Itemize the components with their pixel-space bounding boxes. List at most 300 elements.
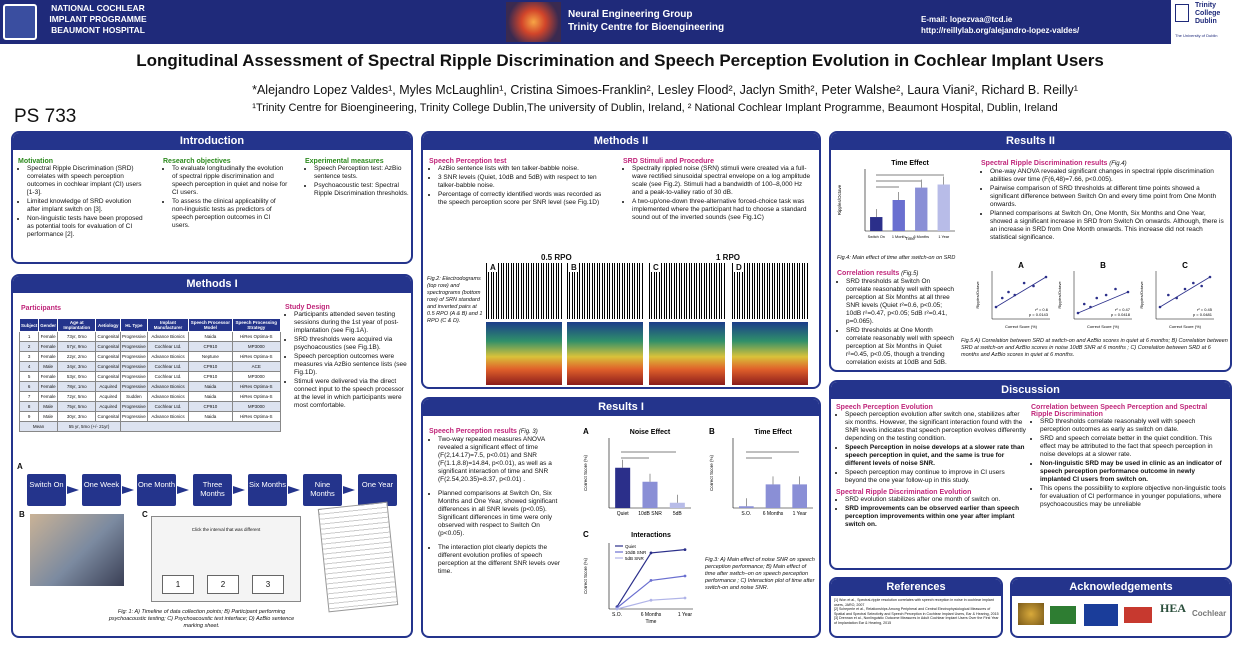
table-cell: Cochlear Ltd. bbox=[147, 372, 189, 382]
study-design-heading: Study Design bbox=[285, 304, 330, 311]
timeline-step: Nine Months bbox=[303, 474, 342, 506]
correlation-scatter bbox=[1056, 259, 1138, 335]
srd-results-fig-ref: (Fig.4) bbox=[1109, 161, 1127, 167]
timeline-step: One Week bbox=[82, 474, 121, 506]
regression-line bbox=[996, 277, 1046, 307]
measure-item: • Psychoacoustic test: Spectral Ripple Discrimination thresholds. bbox=[314, 182, 410, 198]
table-cell: 4 bbox=[20, 362, 39, 372]
study-design-section bbox=[285, 304, 407, 411]
table-row bbox=[20, 342, 281, 352]
hea-logo: HEA bbox=[1160, 601, 1187, 615]
data-point bbox=[650, 552, 653, 555]
results-1-panel bbox=[421, 397, 821, 638]
srd-results-item: • Planned comparisons at Switch On, One Month, Six Months and One Year, showed a significant increase in SRD from Switch On onwards. Although, there is an increase in SRD from One Month onwards. This increase did not reach statistical significance. bbox=[990, 210, 1226, 242]
irish-research-logo-icon bbox=[1050, 606, 1076, 624]
table-cell: Congenital bbox=[96, 372, 121, 382]
interaction-chart bbox=[581, 527, 701, 637]
poster-id: PS 733 bbox=[14, 106, 77, 127]
objective-item: • To evaluate longitudinally the evolution of spectral ripple discrimination and speech perception in quiet and noise for CI users. bbox=[172, 165, 288, 197]
discussion-speech-item: • Speech Perception in noise develops at a slower rate than speech perception in quiet, and the same is true for different levels of noise SNR. bbox=[845, 444, 1026, 468]
srd-results-item: • Pairwise comparison of SRD thresholds at different time points showed a significant difference between Switch On and every time point from One Month onwards. bbox=[990, 185, 1226, 209]
tcd-crest-icon bbox=[1175, 4, 1189, 22]
methods-2-title: Methods II bbox=[423, 133, 819, 150]
interface-instruction: Click the interval that was different bbox=[191, 527, 261, 532]
data-point bbox=[1159, 306, 1162, 309]
table-cell: Progressive bbox=[121, 352, 148, 362]
speech-test-item: • AzBio sentence lists with ten talker-babble noise. bbox=[438, 165, 612, 173]
table-header: Speech Processing Strategy bbox=[232, 319, 280, 332]
spectrogram bbox=[732, 322, 808, 385]
reference-item: [3] Drennan et al., Nonlinguistic Outcome Measures in Adult Cochlear Implant Users Over the First Year of Implantation Ear & Hearing, 2015 bbox=[834, 616, 999, 625]
speech-test-item: • Percentage of correctly identified words was recorded as the speech perception score per SNR level (see Fig.1D) bbox=[438, 191, 612, 207]
table-cell: Female bbox=[39, 332, 58, 342]
timeline-arrow-icon bbox=[177, 486, 189, 494]
participants-heading: Participants bbox=[21, 305, 62, 312]
data-point bbox=[1013, 294, 1016, 297]
data-point bbox=[1032, 285, 1035, 288]
methods-1-title: Methods I bbox=[13, 276, 411, 293]
timeline-step: One Year bbox=[358, 474, 397, 506]
x-tick-label: 1 Year bbox=[792, 511, 807, 517]
table-cell: Male bbox=[39, 402, 58, 412]
fig1-caption: Fig: 1: A) Timeline of data collection points; B) Participant performing psychoacoustic testing; C) Psychoacoustic test interface; D) AzBio sentence marking sheet. bbox=[108, 609, 295, 629]
motivation-heading: Motivation bbox=[18, 158, 53, 165]
table-cell: HiRes Optima-S bbox=[232, 412, 280, 422]
data-point bbox=[1095, 297, 1098, 300]
table-cell: 72yr, 5mo bbox=[58, 392, 96, 402]
table-cell: Naida bbox=[189, 332, 232, 342]
correlation-stat: p = 0.0418 bbox=[1110, 312, 1130, 317]
discussion-srd-item: • SRD improvements can be observed earlier than speech perception improvements within one year after implant switch on. bbox=[845, 505, 1026, 529]
y-axis-label: Ripples/Octave bbox=[1057, 281, 1062, 309]
y-axis-label: Ripples/Octave bbox=[975, 281, 980, 309]
interval-2-button[interactable]: 2 bbox=[207, 575, 239, 594]
data-point bbox=[1023, 282, 1026, 285]
x-tick-label: Quiet bbox=[616, 511, 629, 517]
bar bbox=[766, 484, 781, 508]
introduction-panel bbox=[11, 131, 413, 264]
table-cell: 57yr, 9mo bbox=[58, 342, 96, 352]
rpo-1-label: 1 RPO bbox=[716, 253, 741, 262]
table-cell: Naida bbox=[189, 392, 232, 402]
correlation-heading: Correlation results bbox=[837, 270, 900, 277]
discussion-correlation-heading: Correlation between Speech Perception and Spectral Ripple Discrimination bbox=[1031, 404, 1208, 418]
srd-stimuli-item: • Spectrally rippled noise (SRN) stimuli were created via a full-wave rectified sinusoidal spectral envelope on a log amplitude scale (see Fig.2). Stimuli had a bandwidth of 100–8,000 Hz and a peak-to-valley ratio of 30 dB. bbox=[632, 165, 813, 197]
table-cell: Female bbox=[39, 382, 58, 392]
table-cell: Acquired bbox=[96, 402, 121, 412]
data-point bbox=[1083, 303, 1086, 306]
table-header: Age at Implantation bbox=[58, 319, 96, 332]
table-header: Speech Processor Model bbox=[190, 320, 231, 330]
data-point bbox=[1089, 306, 1092, 309]
data-point bbox=[1175, 297, 1178, 300]
azbio-marking-sheet bbox=[318, 502, 398, 613]
table-cell: ACE bbox=[232, 362, 280, 372]
reference-item: [1] Won et al., Spectral-ripple resolution correlates with speech reception in noise in cochlear implant users, JARO, 2007 bbox=[834, 598, 994, 607]
panel-letter: B bbox=[571, 263, 577, 272]
methods-2-panel bbox=[421, 131, 821, 389]
table-row bbox=[20, 412, 281, 422]
table-cell: Progressive bbox=[121, 412, 148, 422]
scatter-letter: A bbox=[1018, 261, 1024, 270]
data-point bbox=[650, 579, 653, 582]
data-point bbox=[1007, 291, 1010, 294]
table-cell: 8 bbox=[20, 402, 39, 412]
spectrogram bbox=[649, 322, 725, 385]
discussion-srd-heading: Spectral Ripple Discrimination Evolution bbox=[836, 489, 972, 496]
table-header: Gender bbox=[39, 319, 58, 332]
tcd-line-3: Dublin bbox=[1195, 18, 1217, 25]
acknowledgements-panel bbox=[1010, 577, 1232, 638]
table-cell: Advance Bionics bbox=[147, 352, 189, 362]
design-item: • Speech perception outcomes were measures via AzBio sentence lists (see Fig.1D). bbox=[294, 353, 407, 377]
panel-letter: C bbox=[653, 263, 659, 272]
x-axis-label: Correct Score (%) bbox=[1086, 324, 1120, 329]
y-axis-label: Correct Score (%) bbox=[583, 454, 588, 492]
table-cell: Progressive bbox=[121, 372, 148, 382]
measures-section bbox=[305, 158, 410, 199]
timeline-arrow-icon bbox=[343, 486, 355, 494]
chart-letter: C bbox=[583, 530, 589, 539]
table-cell: Congenital bbox=[96, 332, 121, 342]
data-point bbox=[1209, 276, 1212, 279]
authors: *Alejandro Lopez Valdes¹, Myles McLaughlin¹, Cristina Simoes-Franklin², Lesley Flood², Jaclyn Smith², Peter Walshe², Laura Viani², Richard B. Reilly¹ bbox=[252, 83, 1078, 97]
table-cell: 22yr, 2mo bbox=[58, 352, 96, 362]
table-header: Subject bbox=[20, 319, 39, 332]
scatter-letter: B bbox=[1100, 261, 1106, 270]
table-cell: MP3000 bbox=[232, 402, 280, 412]
table-cell: Female bbox=[39, 392, 58, 402]
table-cell: Neptune bbox=[189, 352, 232, 362]
discussion-correlation-section bbox=[1031, 404, 1226, 510]
y-axis-label: Correct Score (%) bbox=[583, 557, 588, 595]
table-row bbox=[20, 382, 281, 392]
design-item: • SRD thresholds were acquired via psychoacoustics (see Fig.1B). bbox=[294, 336, 407, 352]
speech-results-item: • Two-way repeated measures ANOVA revealed a significant effect of time (F(2,14.17)=7.5, p<0.01) and SNR (F(1.1,8.8)=14.84, p<0.01), as well as a significant interaction of time and SNR (F(2.54,20.35)=8.37, p<0.01) . bbox=[438, 436, 563, 484]
srd-stimuli-heading: SRD Stimuli and Procedure bbox=[623, 158, 715, 165]
fig1-label-a: A bbox=[17, 462, 23, 471]
data-point bbox=[1167, 294, 1170, 297]
y-axis-label: Correct Score (%) bbox=[709, 454, 714, 492]
table-cell: 78yr, 1mo bbox=[58, 382, 96, 392]
speech-results-heading: Speech Perception results bbox=[429, 428, 517, 435]
srd-results-item: • One-way ANOVA revealed significant changes in spectral ripple discrimination abilities over time (F(6,48)=7.66, p<0.005). bbox=[990, 168, 1226, 184]
x-tick-label: Switch On bbox=[867, 235, 885, 239]
table-cell: Congenital bbox=[96, 362, 121, 372]
legend-entry: 10dB SNR bbox=[625, 550, 647, 555]
discussion-speech-item: • Speech perception may continue to improve in CI users beyond the one year follow-up in this study. bbox=[845, 469, 1026, 485]
correlation-scatter bbox=[1138, 259, 1220, 335]
data-point bbox=[1105, 294, 1108, 297]
objective-item: • To assess the clinical applicability of non-linguistic tests as predictors of speech perception outcomes in CI users. bbox=[172, 198, 288, 230]
chart-title: Time Effect bbox=[891, 160, 929, 167]
introduction-title: Introduction bbox=[13, 133, 411, 150]
left-organization: NATIONAL COCHLEAR IMPLANT PROGRAMME BEAUMONT HOSPITAL bbox=[49, 3, 147, 35]
srd-stimuli-item: • A two-up/one-down three-alternative forced-choice task was implemented where the participant had to choose a standard sound out of the inverted sounds (see Fig.1C) bbox=[632, 198, 813, 222]
correlation-stat: p = 0.0481 bbox=[1192, 312, 1212, 317]
fig3-caption: Fig.3: A) Main effect of noise SNR on speech perception performance; B) Main effect of time after switch–on on speech perception performance ; C) Interaction plot of time after switch-on and noise SNR. bbox=[705, 557, 815, 591]
cochlear-logo: Cochlear bbox=[1192, 609, 1227, 618]
speech-results-item: • Planned comparisons at Switch On, Six Months and One Year, showed significant differences in all SNR levels (p<0.05). Significant differences in time were only observed with respect to Switch On (p<0.05). bbox=[438, 490, 563, 538]
mean-value: 55 yr, 5mo (+/- 21yr) bbox=[58, 422, 121, 432]
measure-item: • Speech Perception test: AzBio sentence tests. bbox=[314, 165, 410, 181]
table-cell: Female bbox=[39, 352, 58, 362]
acknowledgements-title: Acknowledgements bbox=[1012, 579, 1230, 596]
spectrogram bbox=[486, 322, 562, 385]
srd-time-effect-chart bbox=[835, 155, 975, 255]
discussion-correlation-item: • Non-linguistic SRD may be used in clinic as an indicator of speech perception performance outcome in newly implanted CI users from switch on. bbox=[1040, 460, 1226, 484]
table-cell: 73yr, 0mo bbox=[58, 332, 96, 342]
bar bbox=[792, 484, 807, 508]
correlation-stat: r² = 0.6 bbox=[1035, 307, 1048, 312]
table-cell: Advance Bionics bbox=[147, 412, 189, 422]
table-cell: 5 bbox=[20, 372, 39, 382]
table-cell: Acquired bbox=[96, 382, 121, 392]
table-row bbox=[20, 392, 281, 402]
chart-title: Noise Effect bbox=[629, 429, 671, 436]
table-cell: Congenital bbox=[96, 412, 121, 422]
bar bbox=[615, 468, 630, 508]
bar bbox=[642, 482, 657, 508]
discussion-correlation-item: • This opens the possibility to explore objective non-linguistic tools for evaluation of CI performance in younger populations, where psychoacoustics may be unreliable bbox=[1040, 485, 1226, 509]
references-title: References bbox=[831, 579, 1001, 596]
panel-letter: A bbox=[490, 263, 496, 272]
fig1-label-c: C bbox=[142, 510, 148, 519]
correlation-stat: p = 0.0143 bbox=[1028, 312, 1048, 317]
discussion-correlation-item: • SRD and speech correlate better in the quiet condition. This effect may be attributed to the fact that speech perception in noise develops at a slower rate. bbox=[1040, 435, 1226, 459]
table-cell: Naida bbox=[189, 382, 232, 392]
motivation-item: • Spectral Ripple Discrimination (SRD) correlates with speech perception outcomes in cochlear implant (CI) users [1-3]. bbox=[27, 165, 143, 197]
table-cell: 7 bbox=[20, 392, 39, 402]
x-tick-label: 6 Months bbox=[762, 511, 784, 517]
tcd-logo bbox=[1171, 0, 1240, 44]
table-cell: Advance Bionics bbox=[147, 332, 189, 342]
discussion-speech-section bbox=[836, 404, 1026, 530]
timeline-step: One Month bbox=[137, 474, 176, 506]
objectives-heading: Research objectives bbox=[163, 158, 231, 165]
table-cell: MP3000 bbox=[232, 372, 280, 382]
motivation-item: • Limited knowledge of SRD evolution after implant switch on [3]. bbox=[27, 198, 143, 214]
psychoacoustic-interface bbox=[151, 516, 301, 602]
table-cell: Male bbox=[39, 412, 58, 422]
correlation-item: • SRD thresholds at One Month correlate reasonably well with speech perception at Six Months in Quiet r²=0.45, p<0.05, though a trending correlation exists at 10dB and 5dB. bbox=[846, 327, 957, 367]
table-row bbox=[20, 362, 281, 372]
discussion-speech-item: • Speech perception evolution after switch one, stabilizes after six months. However, the significant interaction found with the SNR levels indicates that speech perception evolves differently depending on the testing condition. bbox=[845, 411, 1026, 443]
table-cell: 3 bbox=[20, 352, 39, 362]
header-banner bbox=[0, 0, 1240, 44]
x-axis-label: Correct Score (%) bbox=[1168, 324, 1202, 329]
table-cell: Naida bbox=[189, 412, 232, 422]
discussion-correlation-item: • SRD thresholds correlate reasonably well with speech perception outcomes as early as switch on date. bbox=[1040, 418, 1226, 434]
timeline-arrow-icon bbox=[288, 486, 300, 494]
table-cell: 6 bbox=[20, 382, 39, 392]
data-point bbox=[1077, 312, 1080, 315]
participant-photo bbox=[30, 514, 124, 586]
bar bbox=[870, 217, 882, 231]
contact-info: E-mail: lopezvaa@tcd.ie http://reillylab.org/alejandro-lopez-valdes/ bbox=[921, 15, 1080, 35]
motivation-section bbox=[18, 158, 143, 240]
table-cell: HiRes Optima-S bbox=[232, 332, 280, 342]
eu-flag-icon bbox=[1084, 604, 1118, 626]
correlation-stat: r² = 0.45 bbox=[1196, 307, 1212, 312]
legend-entry: 5dB SNR bbox=[625, 556, 644, 561]
timeline-step: Three Months bbox=[193, 474, 232, 506]
speech-test-heading: Speech Perception test bbox=[429, 158, 507, 165]
data-point bbox=[1114, 288, 1117, 291]
srd-results-section bbox=[981, 160, 1226, 243]
poster-title: Longitudinal Assessment of Spectral Ripple Discrimination and Speech Perception Evolution in Cochlear Implant Users bbox=[136, 51, 1104, 70]
table-cell: 34yr, 3mo bbox=[58, 362, 96, 372]
data-point bbox=[1192, 282, 1195, 285]
design-item: • Participants attended seven testing sessions during the 1st year of post-implantation (see Fig.1A). bbox=[294, 311, 407, 335]
table-cell: 53yr, 0mo bbox=[58, 372, 96, 382]
fig2-caption: Fig.2: Electrodograms (top row) and spectrograms (bottom row) of SRN standard and inverted pairs at 0.5 RPO (A & B) and 1 RPO (C & D). bbox=[427, 276, 483, 324]
x-tick-label: 5dB bbox=[672, 511, 682, 517]
brain-logo-icon bbox=[506, 2, 561, 42]
timeline-step: Switch On bbox=[27, 474, 66, 506]
chart-letter: B bbox=[709, 427, 715, 436]
discussion-speech-heading: Speech Perception Evolution bbox=[836, 404, 933, 411]
table-cell: HiRes Optima-S bbox=[232, 382, 280, 392]
speech-test-section bbox=[429, 158, 612, 208]
reference-item: [2] Scheperle et al., Relationships Among Peripheral and Central Electrophysiological Measures of Spatial and Spectral Selectivity and Speech Perception in Cochlear Implant Users, Ear & Hearing, 2015 bbox=[834, 607, 999, 616]
rpo-05-label: 0.5 RPO bbox=[541, 253, 572, 262]
table-cell: Progressive bbox=[121, 362, 148, 372]
table-cell: Cochlear Ltd. bbox=[147, 402, 189, 412]
correlation-stat: r² = 0.47 bbox=[1114, 307, 1130, 312]
discussion-title: Discussion bbox=[831, 382, 1230, 399]
srd-results-heading: Spectral Ripple Discrimination results bbox=[981, 160, 1108, 167]
table-row bbox=[20, 332, 281, 342]
speech-results-heading-row bbox=[429, 428, 563, 436]
results-2-panel bbox=[829, 131, 1232, 372]
y-axis-label: Ripples/Octave bbox=[837, 184, 842, 216]
center-organization: Neural Engineering Group Trinity Centre for Bioengineering bbox=[568, 9, 725, 33]
interval-1-button[interactable]: 1 bbox=[162, 575, 194, 594]
speech-results-item: • The interaction plot clearly depicts the different evolution profiles of speech perception at the different SNR levels over time. bbox=[438, 544, 563, 576]
x-tick-label: S.O. bbox=[741, 511, 752, 517]
table-cell: 9 bbox=[20, 412, 39, 422]
bar bbox=[670, 503, 685, 508]
data-point bbox=[616, 608, 619, 611]
x-tick-label: 1 Year bbox=[938, 235, 950, 239]
data-point bbox=[995, 306, 998, 309]
data-point bbox=[1127, 291, 1130, 294]
discussion-panel bbox=[829, 380, 1232, 570]
data-point bbox=[684, 597, 687, 600]
table-cell: CP910 bbox=[189, 402, 232, 412]
data-point bbox=[1001, 297, 1004, 300]
table-cell: Acquired bbox=[96, 392, 121, 402]
data-point bbox=[1045, 276, 1048, 279]
tcd-subtitle: The University of Dublin bbox=[1175, 33, 1218, 38]
fig5-caption: Fig.5 A) Correlation between SRD at switch-on and AzBio scores in quiet at 6 months; B) Correlation between SRD at switch-on and AzBio scores in noise 10dB SNR at 6 months ; C) Correlation between SRD at 6 months and AzBio scores in quiet at 6 months. bbox=[961, 338, 1228, 358]
y-axis-label: Ripples/Octave bbox=[1139, 281, 1144, 309]
discussion-srd-item: • SRD evolution stabilizes after one month of switch on. bbox=[845, 496, 1026, 504]
reference-list bbox=[834, 598, 1000, 626]
legend-entry: Quiet bbox=[625, 544, 636, 549]
bar bbox=[893, 200, 905, 231]
correlation-fig-ref: (Fig.5) bbox=[901, 271, 919, 277]
beaumont-crest-icon bbox=[3, 4, 37, 40]
x-axis-label: Time bbox=[905, 236, 915, 241]
measures-heading: Experimental measures bbox=[305, 158, 384, 165]
motivation-item: • Non-linguistic tests have been proposed as potential tools for evaluation of CI performance [2]. bbox=[27, 215, 143, 239]
tcd-line-2: College bbox=[1195, 10, 1221, 17]
bar bbox=[938, 185, 950, 232]
references-panel bbox=[829, 577, 1003, 638]
speech-results-fig-ref: (Fig. 3) bbox=[518, 429, 538, 435]
table-cell: HiRes Optima-S bbox=[232, 392, 280, 402]
data-point bbox=[1200, 285, 1203, 288]
data-point bbox=[650, 599, 653, 602]
mean-label: Mean bbox=[20, 422, 58, 432]
panel-letter: D bbox=[736, 263, 742, 272]
speech-test-item: • 3 SNR levels (Quiet, 10dB and 5dB) with respect to ten talker-babble noise. bbox=[438, 174, 612, 190]
table-row bbox=[20, 372, 281, 382]
x-axis-label: Time bbox=[645, 619, 657, 625]
table-cell: Female bbox=[39, 342, 58, 352]
table-cell: Progressive bbox=[121, 382, 148, 392]
bar bbox=[739, 506, 754, 508]
data-point bbox=[684, 548, 687, 551]
table-mean-row bbox=[20, 422, 281, 432]
correlation-scatter bbox=[974, 259, 1056, 335]
design-item: • Stimuli were delivered via the direct connect input to the speech processor at the level in which participants were most comfortable. bbox=[294, 378, 407, 410]
x-tick-label: 6 Months bbox=[913, 235, 930, 239]
speech-results-section bbox=[429, 428, 563, 577]
table-cell: Female bbox=[39, 372, 58, 382]
table-cell: Advance Bionics bbox=[147, 392, 189, 402]
scatter-letter: C bbox=[1182, 261, 1188, 270]
table-cell: HiRes Optima-S bbox=[232, 352, 280, 362]
chart-title: Interactions bbox=[631, 532, 671, 539]
table-cell: 75yr, 5mo bbox=[58, 402, 96, 412]
interval-3-button[interactable]: 3 bbox=[252, 575, 284, 594]
table-header: Aetiology bbox=[96, 319, 121, 332]
timeline-step: Six Months bbox=[248, 474, 287, 506]
fig4-caption: Fig.4: Main effect of time after switch-on on SRD bbox=[837, 255, 956, 261]
prtli-logo-icon bbox=[1124, 607, 1152, 623]
harp-logo-icon bbox=[1018, 603, 1044, 625]
x-tick-label: 1 Year bbox=[677, 612, 693, 618]
data-point bbox=[684, 575, 687, 578]
affiliations: ¹Trinity Centre for Bioengineering, Trinity College Dublin,The university of Dublin, Ireland, ² National Cochlear Implant Programme, Beaumont Hospital, Dublin, Ireland bbox=[252, 102, 1058, 114]
table-cell: Advance Bionics bbox=[147, 382, 189, 392]
table-cell: MP3000 bbox=[232, 342, 280, 352]
correlation-item: • SRD thresholds at Switch On correlate reasonably well with speech perception at Six Months at all three SNR levels (Quiet r²=0.6, p<0.05; 10dB r²=0.47, p<0.05; 5dB r²=0.41, p=0.065). bbox=[846, 278, 957, 326]
noise-effect-chart bbox=[581, 424, 701, 529]
table-header: Implant Manufacturer bbox=[147, 319, 189, 332]
results-1-title: Results I bbox=[423, 399, 819, 416]
x-tick-label: 6 Months bbox=[640, 612, 662, 618]
table-cell: Progressive bbox=[121, 342, 148, 352]
table-cell: 2 bbox=[20, 342, 39, 352]
table-cell: 30yr, 3mo bbox=[58, 412, 96, 422]
results-2-title: Results II bbox=[831, 133, 1230, 150]
x-tick-label: 10dB SNR bbox=[638, 511, 662, 517]
tcd-line-1: Trinity bbox=[1195, 2, 1217, 9]
table-header: HL Type bbox=[121, 319, 148, 332]
table-cell: Progressive bbox=[121, 402, 148, 412]
table-cell: Progressive bbox=[121, 332, 148, 342]
timeline-arrow-icon bbox=[122, 486, 134, 494]
regression-line bbox=[1160, 277, 1210, 307]
table-row bbox=[20, 402, 281, 412]
chart-letter: A bbox=[583, 427, 589, 436]
table-cell: Sudden bbox=[121, 392, 148, 402]
srd-stimuli-section bbox=[623, 158, 813, 223]
